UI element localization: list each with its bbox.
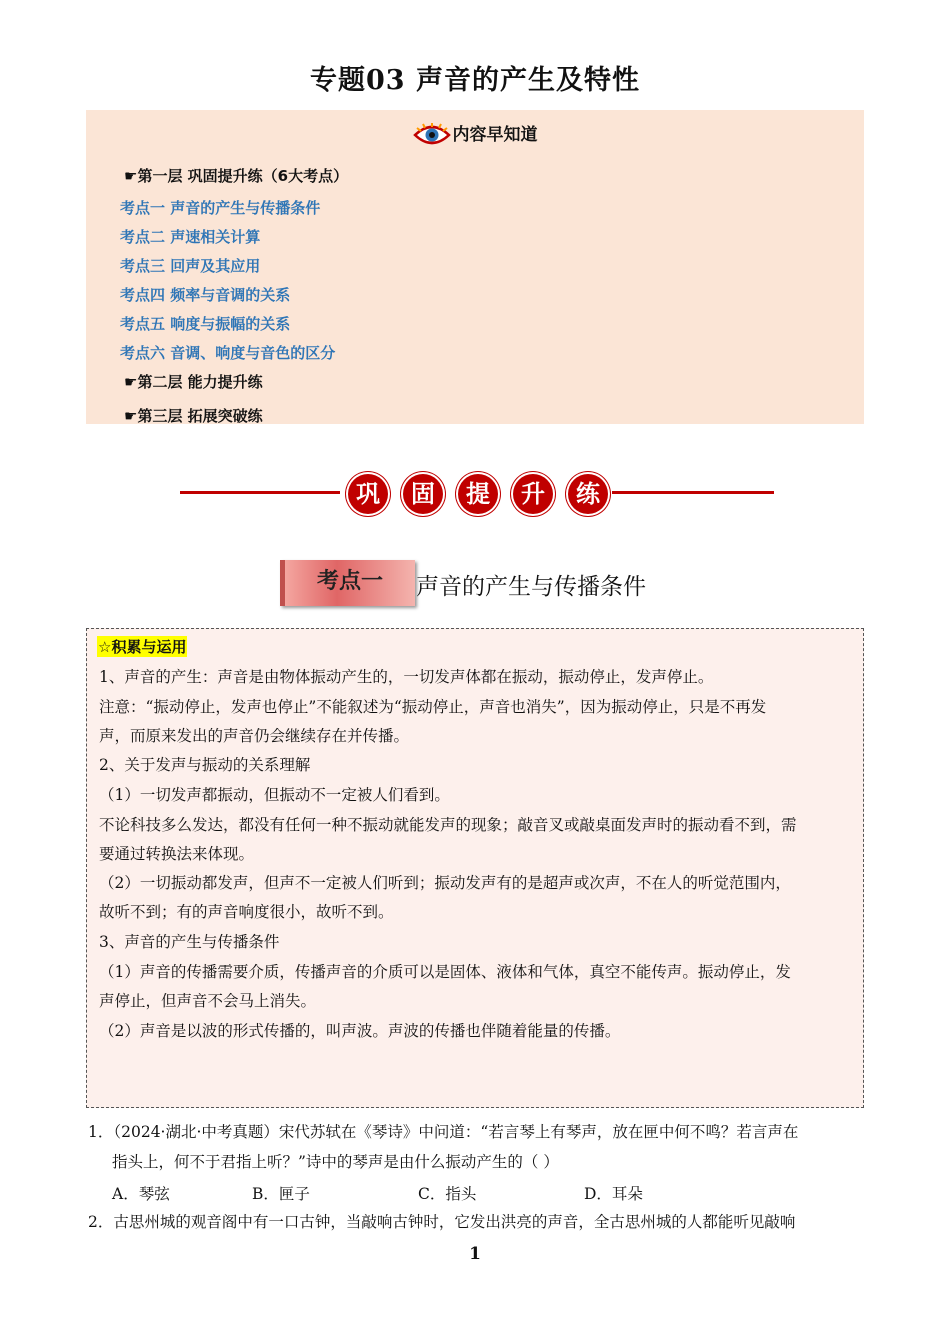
knowledge-line: 要通过转换法来体现。	[99, 845, 255, 863]
knowledge-box	[86, 628, 864, 1108]
knowledge-line: 声停止，但声音不会马上消失。	[99, 992, 317, 1010]
banner-line-right	[612, 491, 774, 494]
toc-layer-1[interactable]: ☛第一层 巩固提升练（6大考点）	[124, 167, 349, 185]
toc-point-2[interactable]: 考点二 声速相关计算	[120, 228, 261, 246]
toc-point-3[interactable]: 考点三 回声及其应用	[120, 257, 261, 275]
page-number: 1	[469, 1244, 481, 1264]
toc-point-6[interactable]: 考点六 音调、响度与音色的区分	[120, 344, 336, 362]
question-1-line-2: 指头上，何不于君指上听？”诗中的琴声是由什么振动产生的（ ）	[112, 1153, 559, 1171]
knowledge-line: （2）声音是以波的形式传播的，叫声波。声波的传播也伴随着能量的传播。	[99, 1022, 621, 1040]
eye-icon	[413, 123, 451, 147]
banner-char-3: 提	[458, 474, 498, 514]
toc-point-1[interactable]: 考点一 声音的产生与传播条件	[120, 199, 321, 217]
toc-point-4[interactable]: 考点四 频率与音调的关系	[120, 286, 291, 304]
knowledge-line: 声，而原来发出的声音仍会继续存在并传播。	[99, 727, 410, 745]
knowledge-tag: ☆积累与运用	[98, 638, 187, 656]
knowledge-line: （1）一切发声都振动，但振动不一定被人们看到。	[99, 786, 450, 804]
toc-layer-2[interactable]: ☛第二层 能力提升练	[124, 373, 263, 391]
document-title: 专题03 声音的产生及特性	[310, 65, 640, 96]
knowledge-line: （1）声音的传播需要介质，传播声音的介质可以是固体、液体和气体，真空不能传声。振动停止，发	[99, 963, 791, 981]
knowledge-line: 不论科技多么发达，都没有任何一种不振动就能发声的现象；敲音叉或敲桌面发声时的振动看不到，需	[99, 816, 797, 834]
knowledge-line: 3、声音的产生与传播条件	[99, 933, 280, 951]
toc-point-5[interactable]: 考点五 响度与振幅的关系	[120, 315, 291, 333]
banner-char-1: 巩	[348, 474, 388, 514]
section-tag: 考点一	[280, 560, 415, 606]
section-title: 声音的产生与传播条件	[416, 574, 646, 600]
knowledge-line: 注意：“振动停止，发声也停止”不能叙述为“振动停止，声音也消失”，因为振动停止，只是不再发	[99, 698, 767, 716]
banner-char-2: 固	[403, 474, 443, 514]
knowledge-line: 2、关于发声与振动的关系理解	[99, 756, 311, 774]
toc-box	[86, 110, 864, 424]
question-1-option-c[interactable]: C．指头	[418, 1185, 477, 1203]
question-2-line-1: 2．古思州城的观音阁中有一口古钟，当敲响古钟时，它发出洪亮的声音，全古思州城的人都能听见敲响	[88, 1213, 796, 1231]
toc-heading-text: 内容早知道	[452, 125, 538, 145]
banner-char-5: 练	[568, 474, 608, 514]
question-1-line-1: 1．（2024·湖北·中考真题）宋代苏轼在《琴诗》中问道：“若言琴上有琴声，放在匣中何不鸣？若言声在	[88, 1123, 799, 1141]
toc-heading	[86, 120, 864, 147]
question-1-option-a[interactable]: A．琴弦	[112, 1185, 170, 1203]
toc-layer-3[interactable]: ☛第三层 拓展突破练	[124, 407, 263, 425]
banner-char-4: 升	[513, 474, 553, 514]
knowledge-line: 1、声音的产生：声音是由物体振动产生的，一切发声体都在振动，振动停止，发声停止。	[99, 668, 714, 686]
question-1-option-d[interactable]: D．耳朵	[584, 1185, 643, 1203]
banner-line-left	[180, 491, 340, 494]
knowledge-line: （2）一切振动都发声，但声不一定被人们听到；振动发声有的是超声或次声，不在人的听觉范围内，	[99, 874, 791, 892]
knowledge-line: 故听不到；有的声音响度很小，故听不到。	[99, 903, 394, 921]
question-1-option-b[interactable]: B．匣子	[252, 1185, 310, 1203]
